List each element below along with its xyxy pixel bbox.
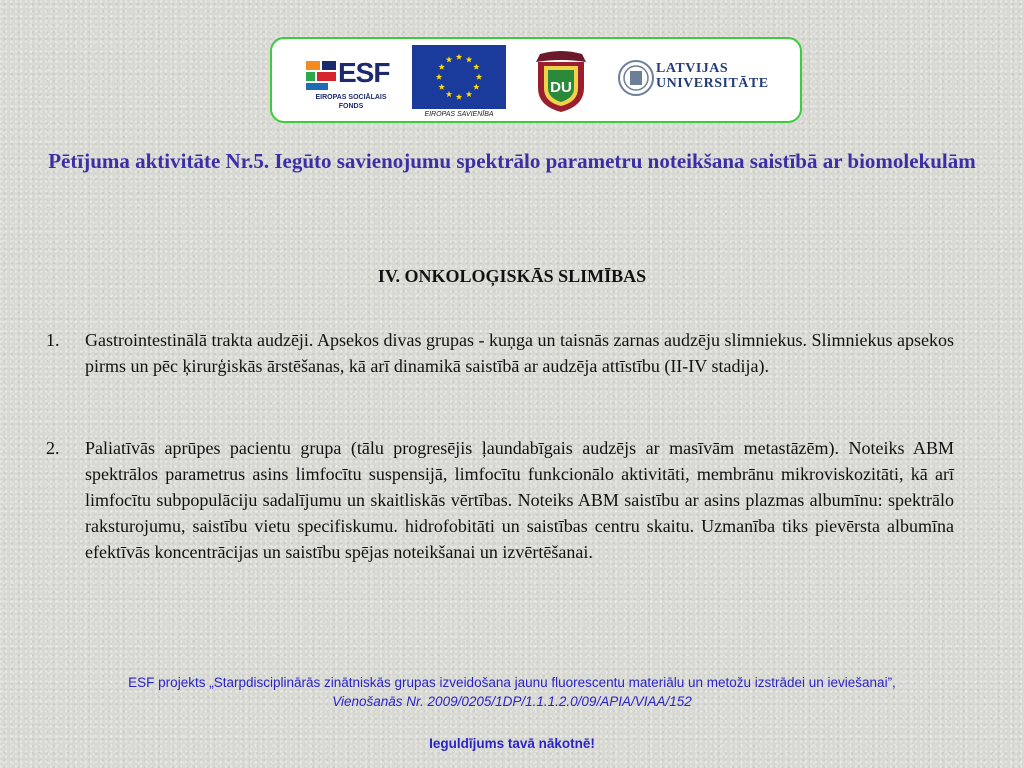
- project-footer: [0, 673, 1024, 711]
- lu-word-2: UNIVERSITĀTE: [656, 76, 769, 91]
- esf-subtitle: EIROPAS SOCIĀLAIS FONDS: [315, 94, 387, 110]
- section-heading: IV. ONKOLOĢISKĀS SLIMĪBAS: [377, 266, 647, 286]
- lu-wordmark: [656, 61, 769, 91]
- du-crest-icon: [526, 48, 596, 114]
- eu-caption: EIROPAS SAVIENĪBA: [424, 111, 494, 118]
- list-item-text: Paliatīvās aprūpes pacientu grupa (tālu progresējis ļaundabīgais audzējs ar masīvām metastāzēm). Noteiks ABM spektrālos parametrus asins limfocītu suspensijā, limfocītu funkcionālo aktivitāti, membrānu mikroviskozitāti, kā arī limfocītu subpopulāciju sadalījumu un skaitliskās vērtības. Noteiks ABM saistību ar asins plazmas albumīnu: spektrālo raksturojumu, saistību vietu specifiskumu. hidrofobitāti un saistības centru skaitu. Uzmanība tiks pievērsta albumīna efektīvās koncentrācijas un saistību spējas noteikšanai un izvērtēšanai.: [85, 438, 954, 562]
- esf-logo-icon: [304, 55, 396, 115]
- lu-word-1: LATVIJAS: [656, 61, 729, 76]
- list-item-text: Gastrointestinālā trakta audzēji. Apsekos divas grupas - kuņga un taisnās zarnas audzēju slimniekus. Slimniekus apsekos pirms un pēc ķirurģiskās ārstēšanas, kā arī dinamikā saistībā ar audzēja attīstību (II-IV stadija).: [85, 330, 954, 376]
- logo-banner: [270, 37, 802, 123]
- agreement-number: Vienošanās Nr. 2009/0205/1DP/1.1.1.2.0/09/APIA/VIAA/152: [332, 694, 692, 709]
- slogan: Ieguldījums tavā nākotnē!: [429, 736, 595, 751]
- eu-flag-icon: [412, 45, 506, 117]
- project-description: ESF projekts „Starpdisciplinārās zinātniskās grupas izveidošana jaunu fluorescentu materiālu un metožu izstrādei un ieviešanai”,: [128, 675, 896, 690]
- list-item: [46, 327, 954, 379]
- lu-seal-icon: [618, 57, 788, 103]
- list-item-number: 1.: [46, 330, 60, 350]
- list-item-number: 2.: [46, 438, 60, 458]
- du-letters: DU: [550, 79, 572, 96]
- page-title: Pētījuma aktivitāte Nr.5. Iegūto savienojumu spektrālo parametru noteikšana saistībā ar biomolekulām: [48, 149, 976, 173]
- list-item: [46, 435, 954, 565]
- esf-wordmark: ESF: [338, 57, 390, 88]
